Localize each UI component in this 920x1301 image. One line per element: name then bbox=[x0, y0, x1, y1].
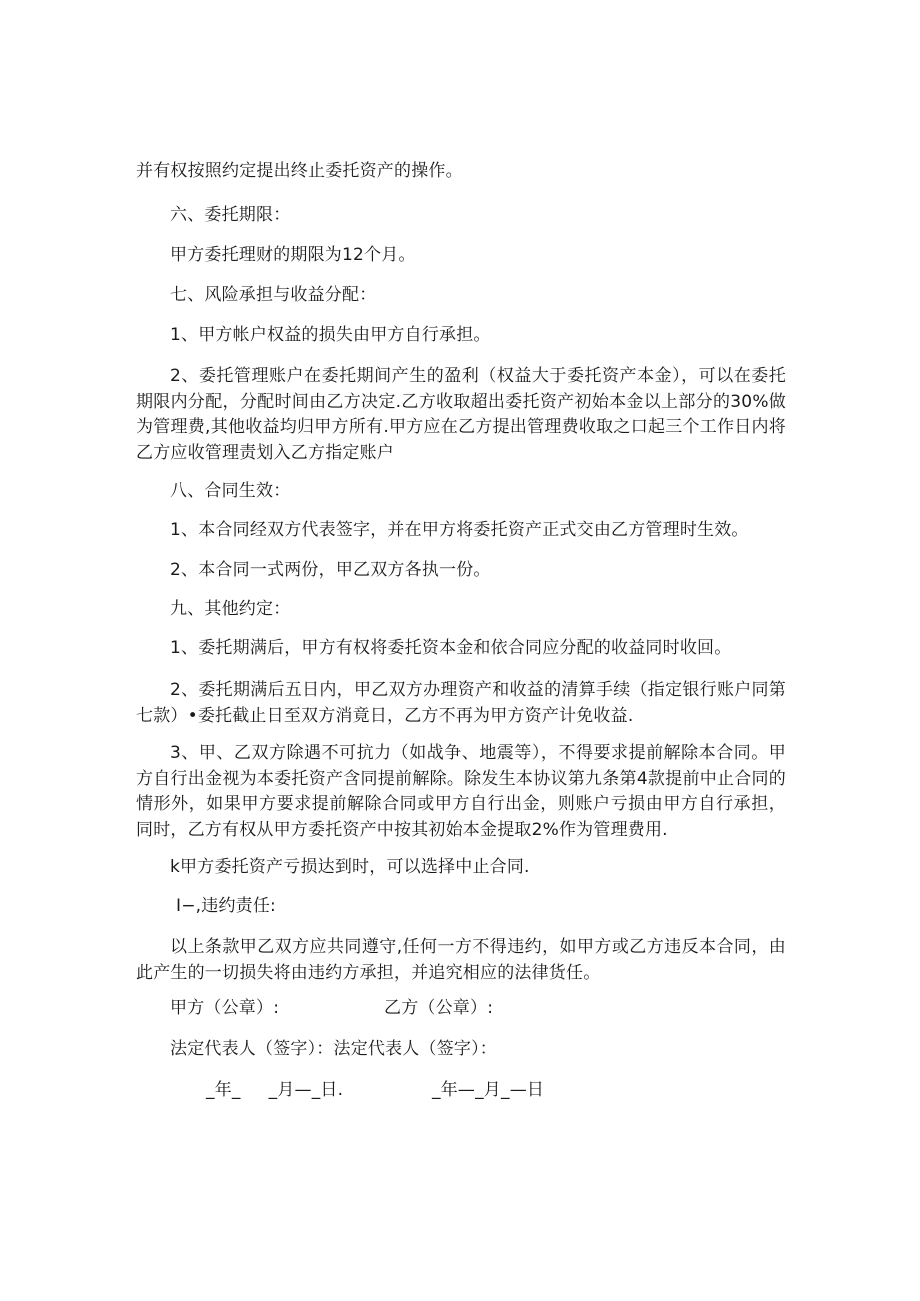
section7-item1: 1、甲方帐户权益的损失由甲方自行承担。 bbox=[170, 325, 491, 345]
section9-item1: 1、委托期满后，甲方有权将委托资本金和依合同应分配的收益同时收回。 bbox=[170, 638, 732, 658]
section10-text: 以上条款甲乙双方应共同遵守,任何一方不得违约，如甲方或乙方违反本合同，由此产生的一切损失将由违约方承担，并追究相应的法律货任。 bbox=[136, 937, 786, 983]
party-b-date: _年—_月_—日 bbox=[432, 1080, 545, 1100]
section9-heading: 九、其他约定： bbox=[170, 599, 291, 619]
representative-signatures: 法定代表人（签字）：法定代表人（签字）： bbox=[170, 1039, 497, 1059]
continuation-line: 并有权按照约定提出终止委托资产的操作。 bbox=[136, 161, 463, 181]
section8-item2: 2、本合同一式两份，甲乙双方各执一份。 bbox=[170, 560, 491, 580]
section9-item2: 2、委托期满后五日内，甲乙双方办理资产和收益的清算手续（指定银行账户同第七款）•委托截止日至双方消竟日，乙方不再为甲方资产计免收益. bbox=[136, 680, 786, 726]
section8-item1: 1、本合同经双方代表签字，并在甲方将委托资产正式交由乙方管理时生效。 bbox=[170, 520, 749, 540]
party-a-seal-label: 甲方（公章）: bbox=[170, 998, 280, 1018]
party-a-date: _年_ _月—_日. bbox=[206, 1080, 344, 1100]
section9-item4: k甲方委托资产亏损达到时，可以选择中止合同. bbox=[170, 857, 530, 877]
section8-heading: 八、合同生效： bbox=[170, 481, 291, 501]
section10-heading: I−,违约责任: bbox=[176, 896, 276, 916]
section6-heading: 六、委托期限： bbox=[170, 205, 291, 225]
party-b-seal-label: 乙方（公章）: bbox=[384, 998, 494, 1018]
section6-text: 甲方委托理财的期限为12个月。 bbox=[170, 245, 416, 265]
section9-item3: 3、甲、乙双方除遇不可抗力（如战争、地震等），不得要求提前解除本合同。甲方自行出金视为本委托资产含同提前解除。除发生本协议第九条第4款提前中止合同的情形外，如果甲方要求提前解除合同或甲方自行出金，则账户亏损由甲方自行承担，同时，乙方有权从甲方委托资产中按其初始本金提取2%作为管理费用. bbox=[136, 743, 786, 840]
section7-item2: 2、委托管理账户在委托期间产生的盈利（权益大于委托资产本金），可以在委托期限内分配，分配时间由乙方决定.乙方收取超出委托资产初始本金以上部分的30%做为管理费,其他收益均归甲方所有.甲方应在乙方提出管理费收取之口起三个工作日内将乙方应收管理责划入乙方指定账户 bbox=[136, 366, 786, 463]
section7-heading: 七、风险承担与收益分配： bbox=[170, 285, 377, 305]
